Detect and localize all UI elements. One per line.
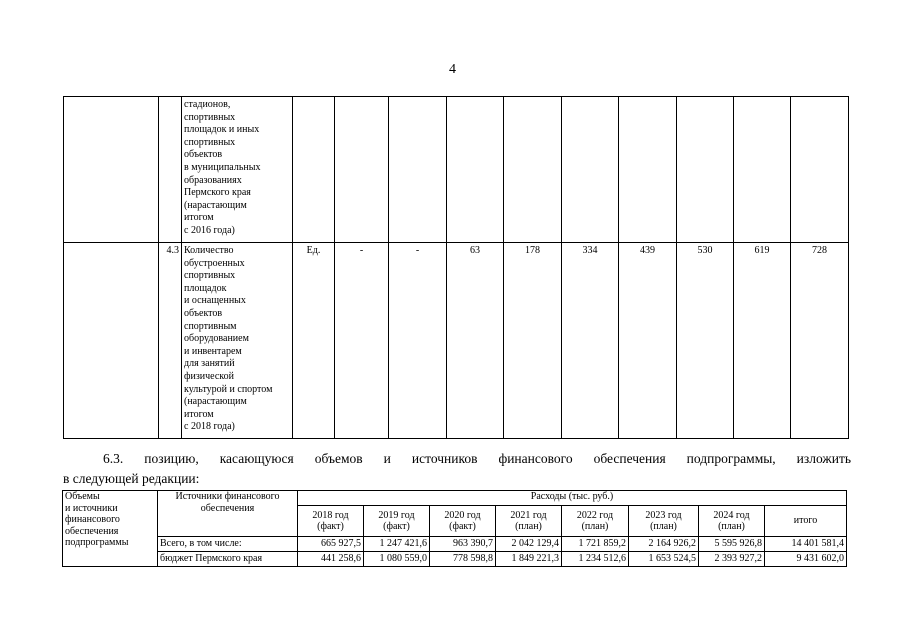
indicator-name-cell (182, 97, 293, 243)
indicator-row-4-3 (64, 243, 849, 439)
finance-year-header: 2021 год (план) (496, 506, 562, 537)
finance-value: 2 393 927,2 (699, 552, 765, 567)
indicator-number-cell (159, 97, 182, 243)
indicator-value: 178 (504, 243, 562, 439)
finance-value: 1 080 559,0 (364, 552, 430, 567)
finance-row-regional-budget (63, 552, 847, 567)
indicator-name-line: с 2018 года) (184, 421, 235, 433)
finance-value: 1 721 859,2 (562, 537, 629, 552)
amendment-paragraph (63, 449, 851, 489)
indicator-cell-empty (64, 243, 159, 439)
finance-total-header: итого (765, 506, 847, 537)
indicator-name-line: площадок (184, 282, 227, 294)
indicator-name-line: физической (184, 370, 234, 382)
indicator-name-line: объектов (184, 149, 223, 161)
indicator-name-line: и оснащенных (184, 295, 246, 307)
indicator-name-line: итогом (184, 212, 214, 224)
finance-value: 665 927,5 (298, 537, 364, 552)
indicator-name-line: итогом (184, 408, 214, 420)
finance-value: 1 849 221,3 (496, 552, 562, 567)
indicator-name-line: в муниципальных (184, 161, 261, 173)
indicator-name-cell (182, 243, 293, 439)
finance-header-row (63, 491, 847, 506)
finance-value: 5 595 926,8 (699, 537, 765, 552)
finance-table (62, 490, 847, 567)
indicator-cell-empty (64, 97, 159, 243)
finance-expenses-header: Расходы (тыс. руб.) (298, 491, 847, 506)
finance-value: 2 164 926,2 (629, 537, 699, 552)
indicator-name-line: и инвентарем (184, 345, 242, 357)
indicator-name-line: обустроенных (184, 257, 245, 269)
finance-row-label: бюджет Пермского края (158, 552, 298, 567)
page-number: 4 (449, 62, 456, 77)
indicator-value: - (389, 243, 447, 439)
indicator-value: 63 (447, 243, 504, 439)
finance-year-header: 2020 год (факт) (430, 506, 496, 537)
indicator-name-line: спортивным (184, 320, 237, 332)
indicator-name-line: оборудованием (184, 333, 249, 345)
indicator-value: 530 (677, 243, 734, 439)
finance-value: 14 401 581,4 (765, 537, 847, 552)
indicator-name-line: (нарастающим (184, 396, 247, 408)
indicator-name-line: (нарастающим (184, 199, 247, 211)
finance-year-header: 2024 год (план) (699, 506, 765, 537)
indicator-value: 334 (562, 243, 619, 439)
indicator-row-continuation (64, 97, 849, 243)
finance-year-header: 2018 год (факт) (298, 506, 364, 537)
finance-row-total (63, 537, 847, 552)
indicator-name-line: площадок и иных (184, 124, 260, 136)
indicator-name-line: спортивных (184, 136, 236, 148)
indicator-value: - (335, 243, 389, 439)
finance-year-header: 2022 год (план) (562, 506, 629, 537)
indicator-value: 439 (619, 243, 677, 439)
indicator-name-line: культурой и спортом (184, 383, 273, 395)
finance-year-header: 2023 год (план) (629, 506, 699, 537)
finance-year-header: 2019 год (факт) (364, 506, 430, 537)
finance-value: 1 234 512,6 (562, 552, 629, 567)
indicator-name-line: объектов (184, 307, 223, 319)
finance-row-label: Всего, в том числе: (158, 537, 298, 552)
finance-value: 1 653 524,5 (629, 552, 699, 567)
indicator-name-line: Количество (184, 245, 234, 256)
finance-value: 2 042 129,4 (496, 537, 562, 552)
indicator-value: 619 (734, 243, 791, 439)
indicator-name-line: с 2016 года) (184, 224, 235, 236)
indicator-name-line: Пермского края (184, 187, 251, 199)
finance-sources-header: Источники финансового обеспечения (158, 491, 298, 537)
finance-value: 1 247 421,6 (364, 537, 430, 552)
finance-value: 9 431 602,0 (765, 552, 847, 567)
indicator-name-line: для занятий (184, 358, 235, 370)
paragraph-line: в следующей редакции: (63, 471, 200, 486)
indicator-number: 4.3 (159, 243, 182, 439)
finance-value: 778 598,8 (430, 552, 496, 567)
finance-value: 441 258,6 (298, 552, 364, 567)
indicator-value: 728 (791, 243, 849, 439)
indicator-name-line: спортивных (184, 111, 236, 123)
indicator-unit: Ед. (293, 243, 335, 439)
indicators-table (63, 96, 849, 439)
finance-volumes-header: Объемы и источники финансового обеспечения подпрограммы (63, 491, 158, 567)
finance-value: 963 390,7 (430, 537, 496, 552)
paragraph-line: 6.3. позицию, касающуюся объемов и источников финансового обеспечения подпрограммы, изложить (103, 451, 851, 466)
indicator-name-line: образованиях (184, 174, 242, 186)
indicator-name-line: спортивных (184, 270, 236, 282)
indicator-name-line: стадионов, (184, 99, 231, 110)
